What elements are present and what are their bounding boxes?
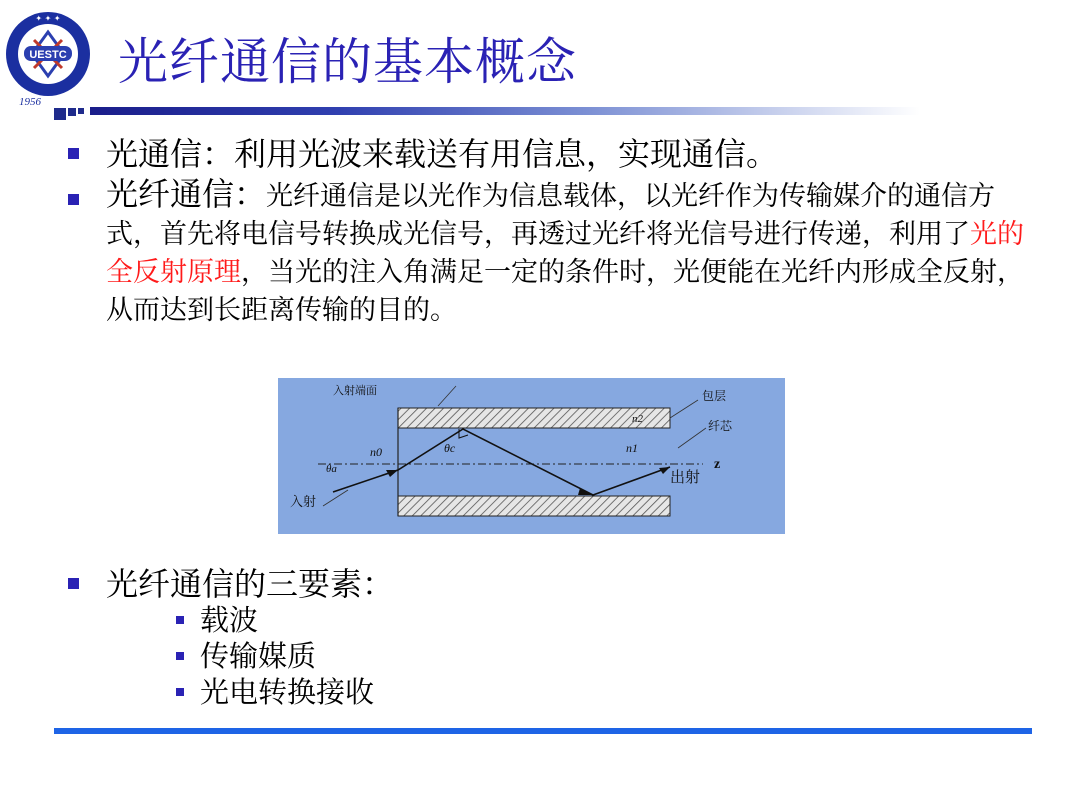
list-item: 载波 <box>200 602 374 638</box>
corner-decoration-1 <box>54 108 66 120</box>
list-item: 传输媒质 <box>200 638 374 674</box>
bullet-marker <box>68 578 79 589</box>
bottom-rule <box>54 728 1032 734</box>
label-cladding: 包层 <box>702 389 727 403</box>
bullet-fiber-communication <box>106 177 1036 331</box>
label-exit: 出射 <box>670 470 701 486</box>
total-reflection-highlight: 光的全反射原理 <box>106 219 1024 288</box>
page-title: 光纤通信的基本概念 <box>118 33 577 91</box>
label-n1: n1 <box>626 441 638 455</box>
svg-text:✦ ✦ ✦: ✦ ✦ ✦ <box>35 14 61 23</box>
fiber-communication-text-end: ，当光的注入角满足一定的条件时，光便能在光纤内形成全反射，从而达到长距离传输的目的。 <box>106 257 1024 326</box>
cladding-bottom <box>398 496 670 516</box>
label-n2: n2 <box>632 413 643 425</box>
corner-decoration-2 <box>68 108 76 116</box>
fiber-total-reflection-diagram <box>278 378 785 534</box>
bullet-marker <box>68 194 79 205</box>
logo-year: 1956 <box>19 96 41 108</box>
label-entry-face: 入射端面 <box>333 385 377 397</box>
sub-bullet-marker <box>176 616 184 624</box>
bullet-marker <box>68 148 79 159</box>
three-elements-list <box>200 602 374 710</box>
cladding-top <box>398 408 670 428</box>
sub-bullet-marker <box>176 652 184 660</box>
label-entry: 入射 <box>290 494 317 509</box>
fiber-communication-text: 光纤通信是以光作为信息载体，以光纤作为传输媒介的通信方式，首先将电信号转换成光信号，再透过光纤将光信号进行传递，利用了 <box>106 181 996 250</box>
bullet-optical-communication: 光通信：利用光波来载送有用信息，实现通信。 <box>106 135 779 173</box>
label-theta-a: θa <box>326 463 337 475</box>
corner-decoration-3 <box>78 108 84 114</box>
label-theta-c: θc <box>444 441 456 455</box>
sub-bullet-marker <box>176 688 184 696</box>
logo-badge-text: UESTC <box>29 49 67 61</box>
list-item: 光电转换接收 <box>200 674 374 710</box>
three-elements-heading: 光纤通信的三要素： <box>106 565 395 603</box>
label-core: 纤芯 <box>708 419 733 433</box>
fiber-communication-heading: 光纤通信： <box>106 175 267 213</box>
label-axis: z <box>714 457 721 472</box>
title-underline <box>90 107 920 115</box>
university-logo <box>4 4 94 108</box>
label-n0: n0 <box>370 445 382 459</box>
